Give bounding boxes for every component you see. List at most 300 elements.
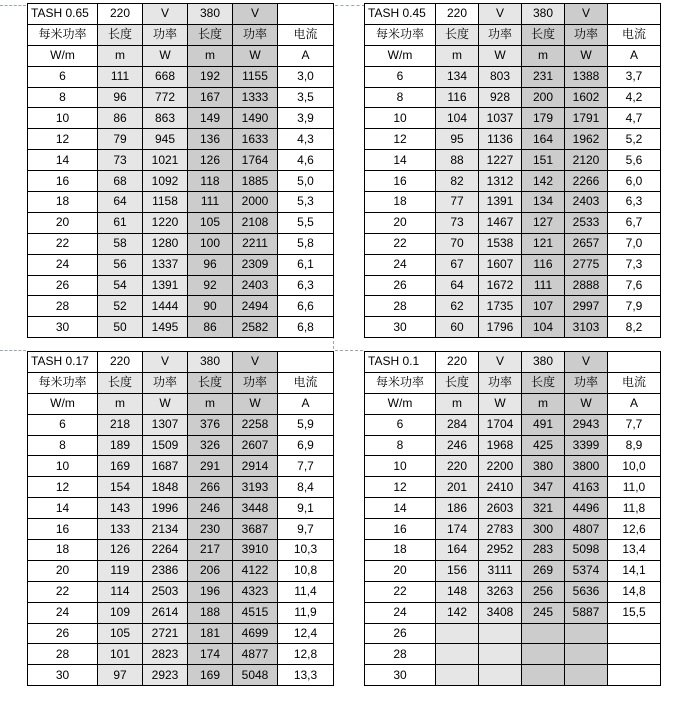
header-labels-row <box>28 24 334 45</box>
table-cell: 1391 <box>143 275 188 296</box>
table-cell: 18 <box>28 540 98 561</box>
unit-header: W <box>479 45 522 66</box>
table-cell: 1687 <box>143 456 188 477</box>
table-cell: 256 <box>522 581 565 602</box>
table-cell: 1602 <box>565 87 608 108</box>
table-cell: 6 <box>365 66 436 87</box>
empty-cell <box>608 4 661 25</box>
table-cell: 24 <box>365 254 436 275</box>
table-cell: 2403 <box>565 192 608 213</box>
table-cell: 2952 <box>479 540 522 561</box>
table-row <box>365 602 661 623</box>
table-row <box>365 150 661 171</box>
column-header: 功率 <box>479 372 522 393</box>
table-cell: 151 <box>522 150 565 171</box>
table-cell: 149 <box>188 108 233 129</box>
divider-top-middle <box>335 5 365 6</box>
table-cell <box>608 665 661 686</box>
table-cell: 116 <box>522 254 565 275</box>
table-row <box>365 317 661 338</box>
table-cell: 2997 <box>565 296 608 317</box>
unit-header: W <box>143 393 188 414</box>
unit-header: W <box>565 45 608 66</box>
table-cell: 14,1 <box>608 560 661 581</box>
table-cell: 3687 <box>233 519 278 540</box>
table-cell: 863 <box>143 108 188 129</box>
table-row <box>365 665 661 686</box>
table-cell: 321 <box>522 498 565 519</box>
table-cell: 15,5 <box>608 602 661 623</box>
column-header: 长度 <box>188 24 233 45</box>
table-title: TASH 0.17 <box>28 352 98 373</box>
table-cell: 803 <box>479 66 522 87</box>
table-cell: 2603 <box>479 498 522 519</box>
table-cell: 5048 <box>233 665 278 686</box>
table-cell: 4323 <box>233 581 278 602</box>
unit-header: W/m <box>365 393 436 414</box>
table-cell: 3800 <box>565 456 608 477</box>
table-cell: 1092 <box>143 171 188 192</box>
table-cell: 86 <box>98 108 143 129</box>
table-cell: 1672 <box>479 275 522 296</box>
table-cell: 2823 <box>143 644 188 665</box>
table-cell: 2888 <box>565 275 608 296</box>
table-cell: 2783 <box>479 519 522 540</box>
unit-header: m <box>98 393 143 414</box>
table-cell: 64 <box>98 192 143 213</box>
table-cell: 230 <box>188 519 233 540</box>
table-cell: 5,9 <box>278 414 334 435</box>
table-cell: 9,7 <box>278 519 334 540</box>
table-cell: 201 <box>436 477 479 498</box>
table-cell: 3,5 <box>278 87 334 108</box>
table-row <box>365 254 661 275</box>
table-cell: 220 <box>436 456 479 477</box>
column-header: 长度 <box>436 24 479 45</box>
table-cell: 28 <box>28 296 98 317</box>
table-row <box>28 644 334 665</box>
table-cell: 14 <box>28 150 98 171</box>
table-cell: 22 <box>28 581 98 602</box>
column-header: 长度 <box>98 372 143 393</box>
divider-middle-left <box>0 350 26 351</box>
table-cell: 668 <box>143 66 188 87</box>
table-cell: 291 <box>188 456 233 477</box>
column-header: 电流 <box>278 24 334 45</box>
table-cell: 7,6 <box>608 275 661 296</box>
table-row <box>28 435 334 456</box>
table-cell: 14 <box>365 150 436 171</box>
header-labels-row <box>365 372 661 393</box>
table-cell: 2607 <box>233 435 278 456</box>
table-cell: 30 <box>365 665 436 686</box>
table-cell: 2582 <box>233 317 278 338</box>
table-cell: 7,9 <box>608 296 661 317</box>
table-cell: 96 <box>188 254 233 275</box>
table-row <box>365 560 661 581</box>
table-cell: 5,6 <box>608 150 661 171</box>
table-row <box>28 233 334 254</box>
table-row <box>28 212 334 233</box>
voltage-220-unit: V <box>143 352 188 373</box>
table-row <box>365 66 661 87</box>
table-cell: 11,8 <box>608 498 661 519</box>
voltage-380-unit: V <box>565 4 608 25</box>
table-cell: 1968 <box>479 435 522 456</box>
column-header: 功率 <box>565 372 608 393</box>
table-cell: 196 <box>188 581 233 602</box>
table-cell <box>479 623 522 644</box>
table-cell: 1021 <box>143 150 188 171</box>
empty-cell <box>278 352 334 373</box>
table-cell: 3193 <box>233 477 278 498</box>
table-cell: 142 <box>522 171 565 192</box>
column-header: 长度 <box>522 372 565 393</box>
table-cell: 148 <box>436 581 479 602</box>
table-cell: 3408 <box>479 602 522 623</box>
table-cell: 10,8 <box>278 560 334 581</box>
table-row <box>28 171 334 192</box>
table-cell: 6 <box>28 66 98 87</box>
table-cell: 61 <box>98 212 143 233</box>
header-units-row <box>365 45 661 66</box>
table-cell: 169 <box>188 665 233 686</box>
table-cell: 121 <box>522 233 565 254</box>
table-row <box>28 498 334 519</box>
table-cell: 7,3 <box>608 254 661 275</box>
table-cell: 3111 <box>479 560 522 581</box>
table-cell: 2258 <box>233 414 278 435</box>
table-cell: 12,6 <box>608 519 661 540</box>
table-cell: 126 <box>98 540 143 561</box>
table-cell: 12 <box>28 129 98 150</box>
table-cell: 2614 <box>143 602 188 623</box>
table-cell: 1538 <box>479 233 522 254</box>
table-cell: 26 <box>365 623 436 644</box>
table-cell: 54 <box>98 275 143 296</box>
table-cell: 111 <box>522 275 565 296</box>
table-cell: 11,4 <box>278 581 334 602</box>
table-cell: 10 <box>365 108 436 129</box>
table-cell: 4,2 <box>608 87 661 108</box>
table-cell: 1220 <box>143 212 188 233</box>
column-header: 功率 <box>143 372 188 393</box>
divider-top-left <box>0 5 26 6</box>
table-cell: 1136 <box>479 129 522 150</box>
table-cell <box>608 623 661 644</box>
voltage-220-value: 220 <box>436 4 479 25</box>
table-cell: 4807 <box>565 519 608 540</box>
table-row <box>28 477 334 498</box>
table-row <box>365 414 661 435</box>
table-cell: 188 <box>188 602 233 623</box>
table-cell: 174 <box>436 519 479 540</box>
table-row <box>28 581 334 602</box>
table-cell: 266 <box>188 477 233 498</box>
table-cell: 14 <box>28 498 98 519</box>
unit-header: m <box>522 393 565 414</box>
table-cell: 2914 <box>233 456 278 477</box>
column-header: 功率 <box>143 24 188 45</box>
table-title: TASH 0.45 <box>365 4 436 25</box>
column-header: 长度 <box>98 24 143 45</box>
table-cell: 8,2 <box>608 317 661 338</box>
voltage-380-value: 380 <box>188 352 233 373</box>
table-cell: 5,8 <box>278 233 334 254</box>
table-cell: 376 <box>188 414 233 435</box>
table-cell <box>522 665 565 686</box>
table-cell: 134 <box>436 66 479 87</box>
title-row <box>365 352 661 373</box>
table-cell: 2000 <box>233 192 278 213</box>
title-row <box>28 352 334 373</box>
table-cell: 6,0 <box>608 171 661 192</box>
table-cell <box>436 623 479 644</box>
voltage-220-unit: V <box>479 352 522 373</box>
table-cell: 64 <box>436 275 479 296</box>
table-cell: 104 <box>436 108 479 129</box>
table-cell: 18 <box>28 192 98 213</box>
table-cell: 111 <box>188 192 233 213</box>
column-header: 功率 <box>565 24 608 45</box>
table-row <box>28 108 334 129</box>
column-header: 每米功率 <box>28 372 98 393</box>
table-row <box>365 498 661 519</box>
voltage-380-value: 380 <box>188 4 233 25</box>
voltage-380-unit: V <box>233 4 278 25</box>
table-cell: 1633 <box>233 129 278 150</box>
table-cell: 134 <box>522 192 565 213</box>
table-cell: 179 <box>522 108 565 129</box>
voltage-220-value: 220 <box>98 4 143 25</box>
table-cell: 142 <box>436 602 479 623</box>
table-cell: 18 <box>365 540 436 561</box>
table-cell: 90 <box>188 296 233 317</box>
table-row <box>365 233 661 254</box>
table-cell: 4515 <box>233 602 278 623</box>
table-cell: 5,0 <box>278 171 334 192</box>
table-row <box>365 519 661 540</box>
header-units-row <box>28 393 334 414</box>
table-cell: 97 <box>98 665 143 686</box>
table-cell: 6,3 <box>278 275 334 296</box>
table-tash-065 <box>27 3 334 338</box>
table-row <box>365 192 661 213</box>
table-cell: 107 <box>522 296 565 317</box>
table-cell: 2200 <box>479 456 522 477</box>
table-cell: 1495 <box>143 317 188 338</box>
table-cell: 1996 <box>143 498 188 519</box>
table-cell: 347 <box>522 477 565 498</box>
column-header: 每米功率 <box>365 24 436 45</box>
table-cell: 22 <box>365 233 436 254</box>
table-cell <box>565 644 608 665</box>
table-row <box>365 644 661 665</box>
table-row <box>28 192 334 213</box>
table-cell: 52 <box>98 296 143 317</box>
table-cell: 7,7 <box>278 456 334 477</box>
column-header: 每米功率 <box>28 24 98 45</box>
table-cell: 169 <box>98 456 143 477</box>
column-header: 功率 <box>233 372 278 393</box>
table-cell: 2309 <box>233 254 278 275</box>
voltage-380-unit: V <box>565 352 608 373</box>
table-cell: 58 <box>98 233 143 254</box>
table-cell: 5098 <box>565 540 608 561</box>
table-cell: 62 <box>436 296 479 317</box>
table-cell: 2264 <box>143 540 188 561</box>
table-cell: 300 <box>522 519 565 540</box>
table-cell: 6 <box>28 414 98 435</box>
table-cell: 5636 <box>565 581 608 602</box>
table-cell: 206 <box>188 560 233 581</box>
table-cell: 6,8 <box>278 317 334 338</box>
table-cell: 4496 <box>565 498 608 519</box>
table-cell: 5374 <box>565 560 608 581</box>
table-cell: 2403 <box>233 275 278 296</box>
table-cell: 1158 <box>143 192 188 213</box>
table-cell: 60 <box>436 317 479 338</box>
table-cell: 14 <box>365 498 436 519</box>
table-cell: 50 <box>98 317 143 338</box>
table-cell: 167 <box>188 87 233 108</box>
unit-header: W <box>143 45 188 66</box>
table-cell: 380 <box>522 456 565 477</box>
table-cell: 79 <box>98 129 143 150</box>
table-cell: 20 <box>28 560 98 581</box>
table-cell: 4163 <box>565 477 608 498</box>
table-cell: 6,9 <box>278 435 334 456</box>
table-cell: 143 <box>98 498 143 519</box>
table-cell: 2134 <box>143 519 188 540</box>
table-cell: 186 <box>436 498 479 519</box>
table-cell: 1607 <box>479 254 522 275</box>
table-cell: 100 <box>188 233 233 254</box>
table-cell: 133 <box>98 519 143 540</box>
table-row <box>365 477 661 498</box>
table-cell: 2943 <box>565 414 608 435</box>
unit-header: m <box>522 45 565 66</box>
table-cell: 174 <box>188 644 233 665</box>
table-cell: 8 <box>28 435 98 456</box>
table-cell: 10,3 <box>278 540 334 561</box>
table-cell: 283 <box>522 540 565 561</box>
table-cell: 7,7 <box>608 414 661 435</box>
table-cell: 95 <box>436 129 479 150</box>
table-body <box>365 352 661 686</box>
table-cell: 154 <box>98 477 143 498</box>
table-row <box>28 87 334 108</box>
table-cell: 14,8 <box>608 581 661 602</box>
voltage-220-value: 220 <box>436 352 479 373</box>
column-header: 电流 <box>608 24 661 45</box>
table-row <box>365 456 661 477</box>
table-cell: 189 <box>98 435 143 456</box>
table-cell: 114 <box>98 581 143 602</box>
unit-header: m <box>188 393 233 414</box>
table-cell: 4122 <box>233 560 278 581</box>
table-cell <box>608 644 661 665</box>
table-cell: 101 <box>98 644 143 665</box>
divider-middle-center <box>335 350 363 351</box>
table-cell: 269 <box>522 560 565 581</box>
column-header: 每米功率 <box>365 372 436 393</box>
unit-header: W/m <box>365 45 436 66</box>
table-cell: 16 <box>365 519 436 540</box>
table-cell: 10 <box>365 456 436 477</box>
table-body <box>365 4 661 338</box>
header-labels-row <box>28 372 334 393</box>
column-header: 电流 <box>608 372 661 393</box>
table-cell: 2108 <box>233 212 278 233</box>
table-cell: 2386 <box>143 560 188 581</box>
voltage-380-value: 380 <box>522 4 565 25</box>
table-cell: 4,6 <box>278 150 334 171</box>
table-row <box>28 275 334 296</box>
table-cell: 127 <box>522 212 565 233</box>
table-cell: 2494 <box>233 296 278 317</box>
table-title: TASH 0.65 <box>28 4 98 25</box>
table-cell: 3,7 <box>608 66 661 87</box>
table-cell: 12 <box>28 477 98 498</box>
table-cell: 772 <box>143 87 188 108</box>
table-row <box>28 665 334 686</box>
table-cell: 30 <box>365 317 436 338</box>
unit-header: A <box>608 393 661 414</box>
unit-header: A <box>278 393 334 414</box>
table-cell: 10,0 <box>608 456 661 477</box>
table-cell: 10 <box>28 456 98 477</box>
table-cell: 82 <box>436 171 479 192</box>
table-cell: 1885 <box>233 171 278 192</box>
unit-header: A <box>608 45 661 66</box>
table-cell <box>565 623 608 644</box>
table-row <box>28 150 334 171</box>
empty-cell <box>278 4 334 25</box>
table-cell: 111 <box>98 66 143 87</box>
table-row <box>365 435 661 456</box>
table-cell <box>522 644 565 665</box>
table-cell: 118 <box>188 171 233 192</box>
table-cell: 4877 <box>233 644 278 665</box>
table-row <box>365 108 661 129</box>
table-cell: 12,4 <box>278 623 334 644</box>
table-cell: 2923 <box>143 665 188 686</box>
table-cell <box>565 665 608 686</box>
table-cell: 92 <box>188 275 233 296</box>
title-row <box>365 4 661 25</box>
table-cell: 28 <box>365 644 436 665</box>
table-cell: 1307 <box>143 414 188 435</box>
table-cell: 1467 <box>479 212 522 233</box>
table-cell: 192 <box>188 66 233 87</box>
table-cell: 5887 <box>565 602 608 623</box>
column-header: 功率 <box>479 24 522 45</box>
table-cell: 164 <box>436 540 479 561</box>
table-row <box>28 129 334 150</box>
table-cell: 96 <box>98 87 143 108</box>
unit-header: m <box>436 45 479 66</box>
table-cell: 8,4 <box>278 477 334 498</box>
table-cell: 1312 <box>479 171 522 192</box>
table-title: TASH 0.1 <box>365 352 436 373</box>
table-row <box>28 519 334 540</box>
table-cell: 3910 <box>233 540 278 561</box>
table-cell: 245 <box>522 602 565 623</box>
column-header: 长度 <box>436 372 479 393</box>
voltage-220-unit: V <box>143 4 188 25</box>
voltage-220-unit: V <box>479 4 522 25</box>
